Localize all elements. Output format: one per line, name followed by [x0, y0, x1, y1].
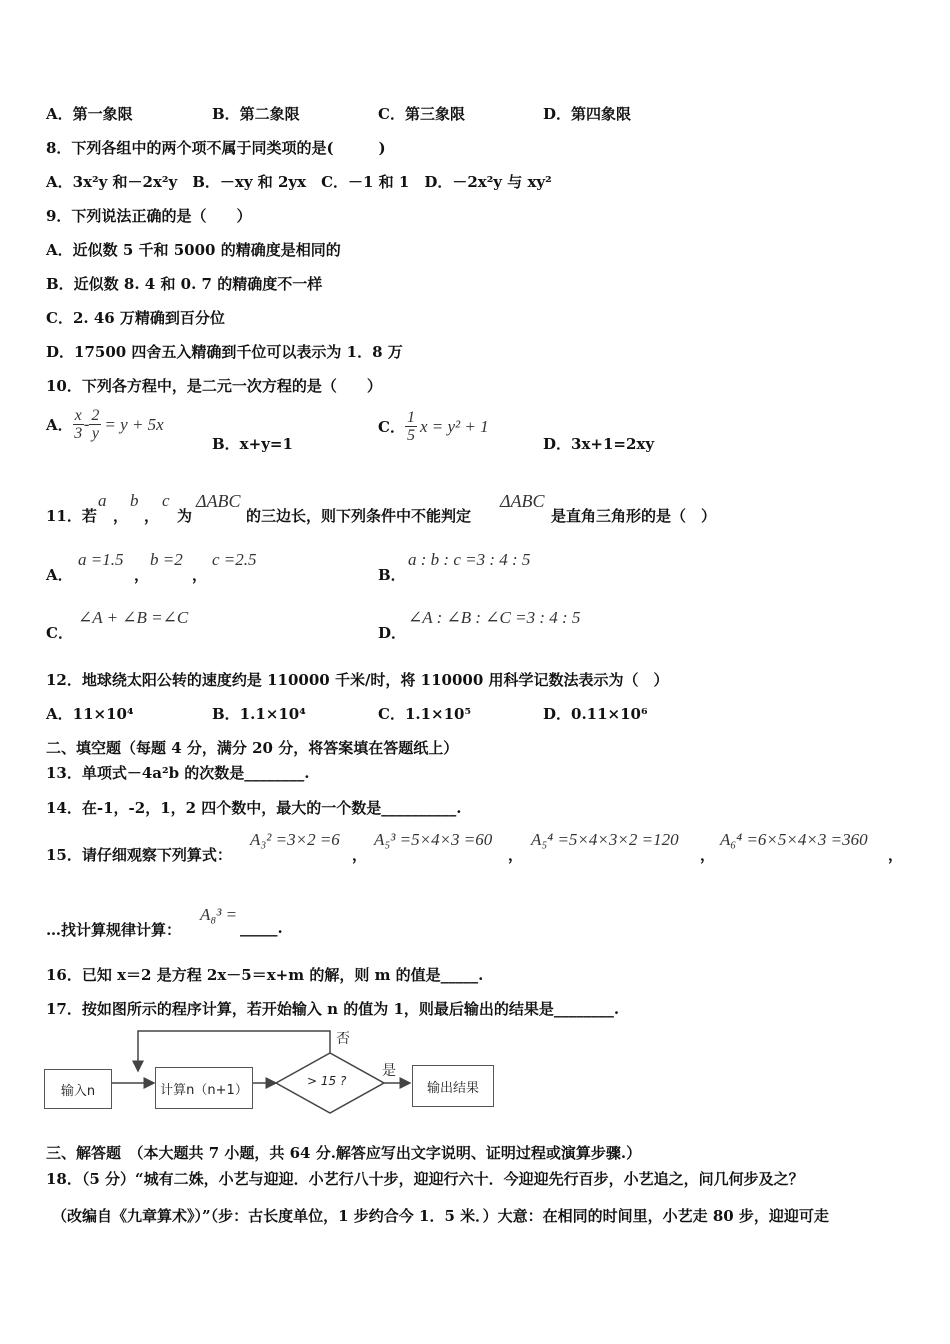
q11-post: 是直角三角形的是（ ）	[551, 507, 717, 525]
q11-c: c	[162, 491, 170, 510]
q18-line-1: 18．（5 分）“城有二姝，小艺与迎迎．小艺行八十步，迎迎行六十．今迎迎先行百步，小艺追之，问几何步及之？	[46, 1170, 804, 1188]
q12-option-a: A．11×10⁴	[46, 705, 134, 723]
q15-comma-3: ，	[700, 846, 716, 864]
q9-stem: 9．下列说法正确的是（ ）	[46, 207, 252, 225]
q15-comma-4: ，	[888, 846, 904, 864]
q11-wei: 为	[177, 507, 193, 525]
q10-a-frac1: $\frac{x}{3}$	[74, 407, 83, 442]
q10-stem: 10．下列各方程中，是二元一次方程的是（ ）	[46, 377, 382, 395]
q11-pre: 11．若	[46, 507, 97, 525]
q15-comma-2: ，	[508, 846, 524, 864]
q10-option-d: D．3x+1=2xy	[543, 435, 655, 453]
q10-c-frac: $\frac{1}{5}$	[406, 409, 415, 444]
q18-line-2: （改编自《九章算术》）”（步：古长度单位，1 步约合今 1．5 米．）大意：在相同的时间里，小艺走 80 步，迎迎可走	[52, 1207, 829, 1225]
q15-ask: A₈³ =	[200, 905, 238, 924]
q11-triangle-2: ΔABC	[500, 491, 545, 511]
flow-no-label: 否	[336, 1031, 350, 1047]
flow-yes-label: 是	[382, 1063, 396, 1079]
q17: 17．按如图所示的程序计算，若开始输入 n 的值为 1，则最后输出的结果是________.	[46, 1000, 620, 1018]
q15-expr-2: A₅³ =5×4×3 =60	[374, 830, 493, 849]
q16: 16．已知 x＝2 是方程 2x－5＝x+m 的解，则 m 的值是_____.	[46, 966, 484, 984]
q12-option-b: B．1.1×10⁴	[212, 705, 306, 723]
q11-B-label: B．	[378, 566, 406, 584]
q15-expr-4: A₆⁴ =6×5×4×3 =360	[720, 830, 868, 849]
q10-option-c: C． $\frac{1}{5}$ x = y² + 1	[378, 409, 489, 444]
q14: 14．在-1，-2，1，2 四个数中，最大的一个数是__________.	[46, 799, 462, 817]
q11-C-math: ∠A + ∠B =∠C	[78, 608, 189, 627]
q11-D-label: D．	[378, 624, 407, 642]
q11-A-comma1: ，	[134, 566, 150, 584]
q11-A-math2: b =2	[150, 550, 183, 569]
q11-A-math3: c =2.5	[212, 550, 257, 569]
q11-C-label: C．	[46, 624, 73, 642]
q9-option-d: D．17500 四舍五入精确到千位可以表示为 1．8 万	[46, 343, 403, 361]
q15-expr-3: A₅⁴ =5×4×3×2 =120	[531, 830, 679, 849]
q7-option-b: B．第二象限	[212, 105, 300, 123]
q9-option-b: B．近似数 8. 4 和 0. 7 的精确度不一样	[46, 275, 323, 293]
q7-option-d: D．第四象限	[543, 105, 632, 123]
section-3-heading: 三、解答题 （本大题共 7 小题，共 64 分.解答应写出文字说明、证明过程或演算步骤.）	[46, 1144, 642, 1162]
flow-condition: > 15 ?	[307, 1074, 347, 1088]
q11-B-math: a : b : c =3 : 4 : 5	[408, 550, 531, 569]
q7-option-c: C．第三象限	[378, 105, 465, 123]
q12-stem: 12．地球绕太阳公转的速度约是 110000 千米/时，将 110000 用科学记数法表示为（ ）	[46, 671, 669, 689]
q15-expr-1: A₃² =3×2 =6	[250, 830, 340, 849]
q10-a-frac2: $\frac{2}{y}$	[91, 407, 100, 442]
flowchart	[44, 1025, 504, 1115]
q15-comma-1: ，	[352, 846, 368, 864]
q7-option-a: A．第一象限	[46, 105, 133, 123]
q15-stem: 15．请仔细观察下列算式：	[46, 846, 232, 864]
section-2-heading: 二、填空题（每题 4 分，满分 20 分，将答案填在答题纸上）	[46, 739, 459, 757]
q9-option-a: A．近似数 5 千和 5000 的精确度是相同的	[46, 241, 341, 259]
q11-sep1: ，	[113, 507, 129, 525]
q11-mid: 的三边长，则下列条件中不能判定	[246, 507, 472, 525]
q12-option-c: C．1.1×10⁵	[378, 705, 472, 723]
q8-options: A．3x²y 和－2x²y B．－xy 和 2yx C．－1 和 1 D．－2x²y 与 xy²	[46, 173, 552, 191]
q11-D-math: ∠A : ∠B : ∠C =3 : 4 : 5	[408, 608, 581, 627]
q11-A-math1: a =1.5	[78, 550, 124, 569]
q10-option-a: A． $\frac{x}{3}$ - $\frac{2}{y}$ = y + 5x	[46, 407, 164, 442]
flow-output-box: 输出结果	[412, 1065, 494, 1107]
q15-blank: _____.	[240, 919, 283, 937]
q11-a: a	[98, 491, 107, 510]
flow-input-box: 输入n	[44, 1069, 112, 1109]
q11-sep2: ，	[144, 507, 160, 525]
q11-A-label: A．	[46, 566, 73, 584]
q8-stem: 8．下列各组中的两个项不属于同类项的是( )	[46, 139, 386, 157]
q12-option-d: D．0.11×10⁶	[543, 705, 648, 723]
q9-option-c: C．2. 46 万精确到百分位	[46, 309, 225, 327]
q15-continuation: …找计算规律计算：	[46, 921, 182, 939]
q11-b: b	[130, 491, 139, 510]
q11-A-comma2: ，	[192, 566, 208, 584]
flow-compute-box: 计算n（n+1）	[155, 1067, 253, 1109]
q11-triangle-1: ΔABC	[196, 491, 241, 511]
q10-option-b: B．x+y=1	[212, 435, 293, 453]
q13: 13．单项式－4a²b 的次数是________.	[46, 764, 310, 782]
